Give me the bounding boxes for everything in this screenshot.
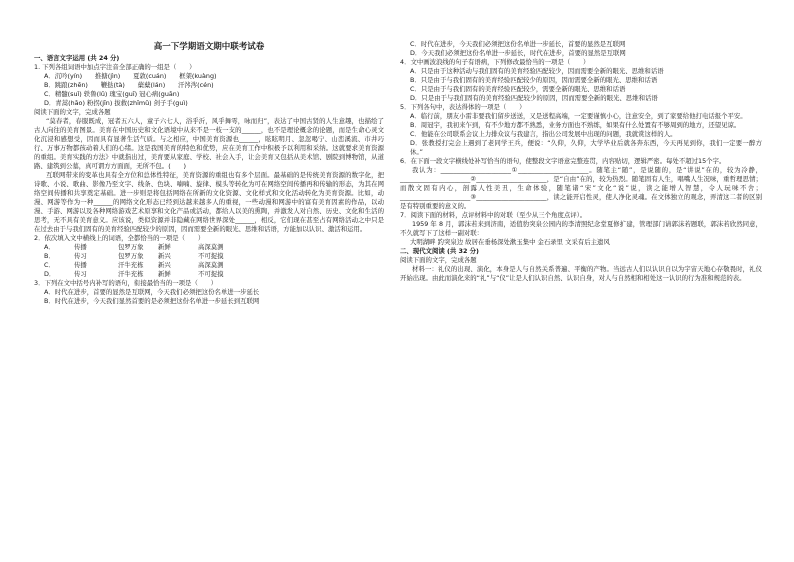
question-6: 6．在下面一段文字横线处补写恰当的语句，使整段文字语意完整连贯，内容贴切，逻辑严密。每处不超过15个字。 bbox=[400, 157, 726, 165]
q2-a-w4: 高深莫测 bbox=[198, 243, 224, 251]
q2-d-w1: 传习 bbox=[74, 270, 87, 278]
q2-b-w2: 包罗万象 bbox=[118, 252, 144, 260]
q2-a-w1: 传播 bbox=[74, 243, 87, 251]
q2-b-w3: 新兴 bbox=[158, 252, 171, 260]
q5-option-a: A．临行前，朋友小雷非要我们留步送送，又是送程高端，一定要谨慎小心，注意安全，到了家要给他打电话报个平安。 bbox=[410, 112, 747, 120]
q4-option-b: B．只是由于与我们固有的美育经验匹配较少的原因，因而需要全新的眼光、思维和话语 bbox=[410, 76, 658, 84]
q2-d-letter: D． bbox=[44, 270, 56, 278]
q5-option-b: B．周冠宇，我初来乍到，有不少地方都不熟悉，业务方面也不熟练，如果有什么处置有不够周到的地方，还望见谅。 bbox=[410, 121, 741, 129]
q2-d-w3: 新鲜 bbox=[158, 270, 171, 278]
q2-a-w2: 包罗万象 bbox=[118, 243, 144, 251]
q2-option-c bbox=[34, 261, 384, 270]
q1-option-c: C．精髓(suǐ) 轶鲁(lǔ) 瑰宝(guī) 冠心病(guān) bbox=[44, 90, 180, 98]
q2-d-w4: 不可捉摸 bbox=[198, 270, 224, 278]
reading-intro: 阅读下面的文字，完成各题 bbox=[34, 108, 111, 116]
q3-option-d: D．今天我们必须把这份名单进一步延长，时代在进步，首要的显然是互联网 bbox=[410, 49, 626, 57]
q6-text: 我认为：______________________①______________________。随笔主“随”，是说随的，是“讲说”在的，较为冷静，______________________②______________________，是“自由”在的，较为热烈。随笔固有人生，唱嘴人生况味，重哲理思情；而散文固有内心，剖露人性美丑，生命体验，随笔诸“宋”文化“说”说，读之能增人智慧，令人玩味不舍；______________________③______________________，读之能开启性灵，使人净化灵魂。在文体独立的观念，弄清这二者的区别是有特别重要的意义的。 bbox=[400, 166, 762, 210]
q2-c-w2: 汗牛充栋 bbox=[118, 261, 144, 269]
q7-material: 1959 年 8 月，郭沫若来到济南，适值豹突泉公园内的李清照纪念堂夏修扩建，管理部门请郭沫若题联，郭沫若欣然同意，不久就写下了这样一副对联： bbox=[400, 220, 762, 237]
passage-paragraph-1: “莫春者，春服既成，冠者五六人，童子六七人，浴乎沂，风乎舞雩，咏而归”，表达了中国古贤的人生意趣，也描绘了古人向往的美育图景。美育在中国历史和文化语境中从来不是一枝一支的______，也不是理论概念的论题，而是生命心灵文化沉浸和感想受，因而具有显著生活气质。与之相应，中国美育资源也______，眩眩明月、忽忽喝宁、山峦溪流、市井巧行、万事万物都孩动着人们的心绪。这是我国美育的特色和优势，应在美育工作中积极予以利用和采纳。这就要求美育资源的重组。美育实践的方法》中就指出过，美育要从家庭、学校、社会入手，让会美育又包括从美术馆、剧院到博物馆，从道路、建筑到公墓，真可谓方方面面，无所不包。( ) bbox=[34, 117, 384, 170]
q2-option-b bbox=[34, 252, 384, 261]
q2-option-d bbox=[34, 270, 384, 279]
q2-c-letter: C． bbox=[44, 261, 55, 269]
q3-option-a: A．时代在进步，首要的显然是互联网，今天我们必须把这份名单进一步延长 bbox=[44, 288, 260, 296]
q4-option-d: D．只是由于与我们固有的美育经验匹配较少的原因，因而需要全新的眼光、思维和话语 bbox=[410, 94, 658, 102]
q5-option-d: D．张教授打完会上遇到了老同学王兵，便说：“久仰，久仰，大学毕业后就各奔东西，今天再见到你，我们一定要一醉方休。” bbox=[410, 139, 762, 156]
question-4: 4．文中画波浪线的句子有语病，下列修改最恰当的一项是（ ） bbox=[400, 58, 590, 66]
q3-option-b: B．时代在进步，今天我们显然首要的是必须把这份名单进一步延长到互联网 bbox=[44, 297, 260, 305]
q2-c-w4: 高深莫测 bbox=[198, 261, 224, 269]
q3-option-c: C．时代在进步，今天我们必须把这份名单进一步延长，首要的显然是互联网 bbox=[410, 40, 626, 48]
q2-c-w1: 传播 bbox=[74, 261, 87, 269]
q1-option-d: D．青蒿(hāo) 粉拐(jīn) 拔救(zhīmǔ) 剑子手(guì) bbox=[44, 99, 188, 107]
q2-b-letter: B． bbox=[44, 252, 55, 260]
question-7: 7．阅读下面的材料，点评材料中的对联（至少从三个角度点评）。 bbox=[400, 211, 587, 219]
section-heading-2: 二、现代文阅读 (共 32 分) bbox=[400, 247, 479, 255]
q2-a-letter: A． bbox=[44, 243, 55, 251]
q2-a-w3: 新鲜 bbox=[158, 243, 171, 251]
question-1: 1. 下列各组词语中加点字注音全部正确的一组是（ ） bbox=[34, 63, 196, 71]
q2-b-w1: 传习 bbox=[74, 252, 87, 260]
q1-option-b: B．跳踉(zhēn) 鞭挞(tà) 蘖蘖(lán) 汗涔涔(cén) bbox=[44, 81, 214, 89]
question-3: 3．下列在文中括号内补写的语句，衔接最恰当的一项是（ ） bbox=[34, 279, 218, 287]
question-5: 5．下列各句中，表达得体的一项是（ ） bbox=[400, 103, 526, 111]
q2-d-w2: 汗牛充栋 bbox=[118, 270, 144, 278]
page-title: 高一下学期语文期中联考试卷 bbox=[153, 42, 265, 52]
q2-c-w3: 新兴 bbox=[158, 261, 171, 269]
right-column bbox=[400, 40, 762, 283]
q5-option-c: C．他能在公司联系会议上力排众议与我建言，指出公司发展中出现的问题，我就赏这样的人。 bbox=[410, 130, 677, 138]
q2-option-a bbox=[34, 243, 384, 252]
q1-option-a: A．沉吟(yín) 推搪(jìn) 夏敦(cuán) 框架(kuàng) bbox=[44, 72, 217, 80]
passage2-paragraph-1: 材料一：礼仪的出现、演化，本身是人与自然关系普遍、平衡的产物。当远古人们以认识自以为宇宙天地心存敬畏时，礼仪开始出现。由此而演化来的“礼”与“仪”让是人们认识自然、认识自身，对人与自然相和相处这一认识的行为准和规范的表。 bbox=[400, 265, 762, 282]
q4-option-c: C．只是由于与我们固有的美育经验匹配较少，需要全新的眼光、思维和话语 bbox=[410, 85, 626, 93]
left-column bbox=[34, 54, 384, 306]
section-heading-1: 一、语言文字运用 (共 24 分) bbox=[34, 54, 120, 62]
passage-paragraph-2: 互联网带来的变革也具有全方位和总体性特征，美育资源的重组也有多个层面。最基础的是传统美育资源的数字化，把诗歌、小说、歌曲、影像乃至文字、线条、色块、喃喃、旋律、模头等转化为可在网络空间传播再和传输的形态，为其在网络空间传播和共享奠定基础。进一步则是将包括网络在所新的文化资源、文化样式和文化活动转化为美育资源。比如，动漫、网游等作为一种______的网络文化形态已经到达越来越多人的重视，一些动漫和网游中的富有美育因素的作品，以动漫、手游、网游以及各种网络游戏艺术原享和文化产品或活动，都给人以美的熏陶，并激发人对自然、历史、文化和生活的思考，无不具有美育意义。应该说，类似资源并非隐藏在网络世界深处______，相反，它们现在甚至占有网络活动之中只是在过去由于与我们固有的美育经验匹配较少的原因，因而需要全新的眼光、思维和话语，方能加以认识、激活和运用。 bbox=[34, 171, 384, 233]
q7-couplet: 大明湖畔 趵突泉边 故居在垂杨深处漱玉集中 金石录里 文采有后主遗风 bbox=[410, 238, 610, 246]
q4-option-a: A．只是由于这种活动与我们固有的美育经验匹配较少，因而需要全新的眼光、思维和话语 bbox=[410, 67, 664, 75]
question-2: 2．依次填入文中横线上的词语，全都恰当的一项是（ ） bbox=[34, 234, 205, 242]
q2-b-w4: 不可捉摸 bbox=[198, 252, 224, 260]
reading-intro-2: 阅读下面的文字，完成各题 bbox=[400, 256, 477, 264]
